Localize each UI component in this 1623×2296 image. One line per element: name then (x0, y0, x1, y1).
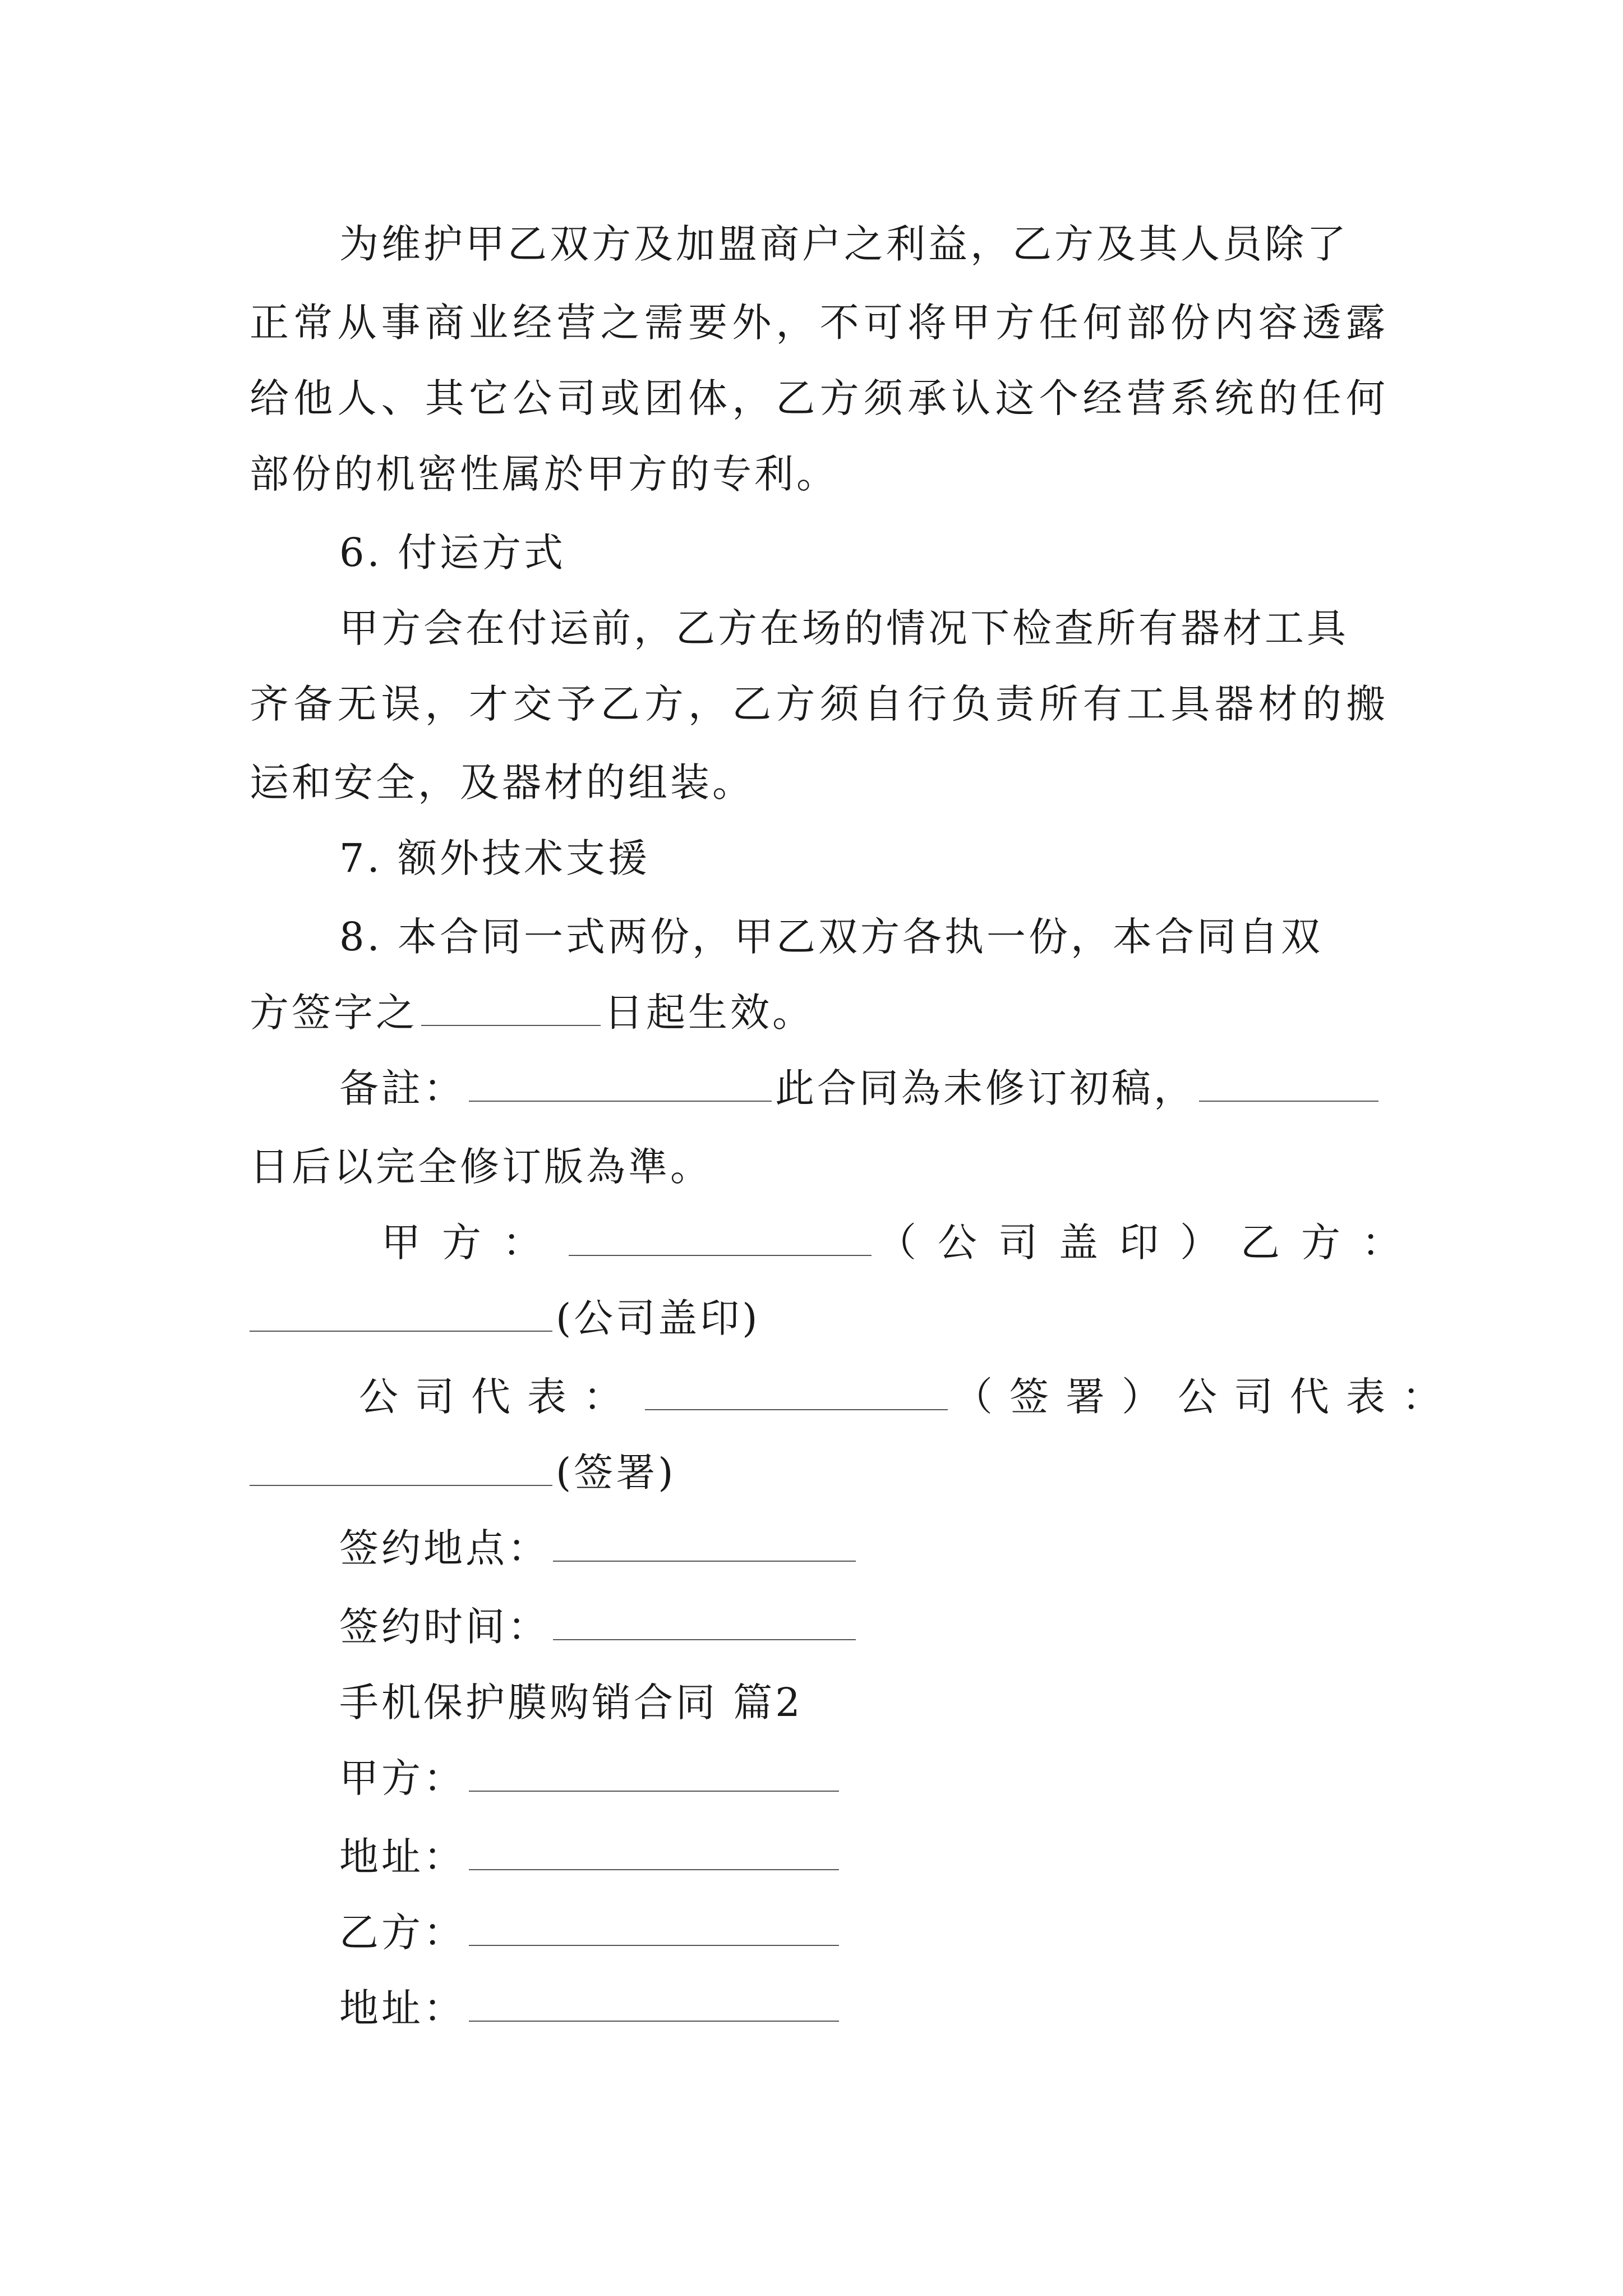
rep-a-sign: （签署） (953, 1374, 1178, 1420)
section-8-text-before: 方签字之 (250, 990, 418, 1036)
party-a-blank[interactable] (569, 1222, 872, 1256)
rep-sign-line-1 (359, 1369, 1458, 1425)
contract-2-party-a-label: 甲方： (339, 1755, 465, 1801)
rep-b-sign: (签署) (556, 1450, 676, 1496)
confidentiality-line-4: 部份的机密性属於甲方的专利。 (250, 451, 838, 497)
contract-2-party-b-line (339, 1904, 1388, 1961)
contract-2-party-a-line (339, 1750, 1388, 1806)
rep-b-label: 公司代表： (1178, 1374, 1458, 1420)
contract-2-party-b-label: 乙方： (339, 1910, 465, 1955)
sign-place-line (339, 1520, 1388, 1576)
contract-2-address-a-line (339, 1829, 1388, 1885)
contract-2-address-b-blank[interactable] (469, 1988, 839, 2022)
contract-2-party-b-blank[interactable] (469, 1912, 839, 1946)
party-b-seal: (公司盖印) (556, 1295, 760, 1341)
confidentiality-line-1: 为维护甲乙双方及加盟商户之利益，乙方及其人员除了 (339, 221, 1349, 267)
remark-blank-1[interactable] (469, 1068, 772, 1102)
section-8-line-1: 8. 本合同一式两份，甲乙双方各执一份，本合同自双 (339, 914, 1324, 960)
contract-2-address-a-label: 地址： (339, 1834, 465, 1880)
remark-blank-2[interactable] (1199, 1068, 1378, 1102)
contract-2-address-b-label: 地址： (339, 1985, 465, 2031)
effective-date-blank[interactable] (421, 992, 601, 1026)
contract-2-party-a-blank[interactable] (469, 1758, 839, 1792)
sign-time-line (339, 1599, 1388, 1655)
party-b-blank[interactable] (250, 1298, 552, 1332)
remark-label: 备註： (339, 1065, 465, 1111)
sign-time-label: 签约时间： (339, 1604, 550, 1650)
rep-b-blank[interactable] (250, 1452, 552, 1486)
party-b-label: 乙方： (1241, 1220, 1422, 1266)
section-8-text-after: 日起生效。 (604, 990, 814, 1036)
contract-2-address-b-line (339, 1980, 1388, 2036)
confidentiality-line-3: 给他人、其它公司或团体，乙方须承认这个经营系统的任何 (250, 375, 1388, 421)
section-6-line-1: 甲方会在付运前，乙方在场的情况下检查所有器材工具 (339, 605, 1349, 651)
remark-middle: 此合同為未修订初稿， (775, 1065, 1196, 1111)
section-7-heading: 7. 额外技术支援 (339, 835, 651, 881)
contract-2-address-a-blank[interactable] (469, 1837, 839, 1870)
section-8-line-2 (250, 984, 1388, 1041)
party-seal-line-1 (381, 1214, 1422, 1271)
remark-line-2: 日后以完全修订版為準。 (250, 1144, 712, 1190)
remark-line-1 (339, 1060, 1388, 1116)
rep-sign-line-2 (250, 1444, 1388, 1501)
rep-a-label: 公司代表： (359, 1374, 639, 1420)
confidentiality-line-2: 正常从事商业经营之需要外，不可将甲方任何部份内容透露 (250, 300, 1388, 346)
party-seal-line-2 (250, 1290, 1388, 1346)
section-6-line-3: 运和安全，及器材的组装。 (250, 760, 754, 806)
rep-a-blank[interactable] (645, 1377, 948, 1410)
sign-place-blank[interactable] (553, 1528, 856, 1562)
section-6-heading: 6. 付运方式 (339, 530, 566, 576)
party-a-seal: （公司盖印） (877, 1220, 1241, 1266)
sign-place-label: 签约地点： (339, 1525, 550, 1571)
party-a-label: 甲方： (381, 1220, 563, 1266)
sign-time-blank[interactable] (553, 1607, 856, 1640)
contract-2-title: 手机保护膜购销合同 篇2 (339, 1680, 803, 1726)
section-6-line-2: 齐备无误，才交予乙方，乙方须自行负责所有工具器材的搬 (250, 681, 1388, 727)
